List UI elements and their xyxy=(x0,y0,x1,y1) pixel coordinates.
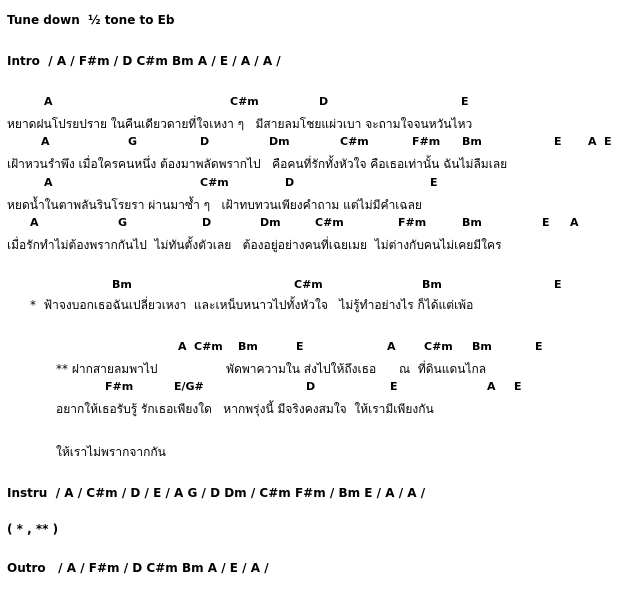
verse-chord: D xyxy=(200,135,210,148)
verse-chord: G xyxy=(118,216,128,229)
chorus2-chord: E xyxy=(535,340,543,353)
chorus2-chord: E xyxy=(296,340,304,353)
verse-chord: E xyxy=(604,135,612,148)
verse-chord: C#m xyxy=(315,216,344,229)
verse-chord: F#m xyxy=(412,135,441,148)
verse-chord: Bm xyxy=(462,216,482,229)
verse-lyric: หยาดฝนโปรยปราย ในคืนเดียวดายที่ใจเหงา ๆ มีสายลมโชยแผ่วเบา จะถามใจจนหวันไหว xyxy=(7,117,473,131)
chorus2-lyric: ** ฝากสายลมพาไป พัดพาความใน ส่งไปให้ถึงเธอ ณ ที่ดินแดนไกล xyxy=(56,362,487,376)
verse-chord: Bm xyxy=(462,135,482,148)
verse-chord: E xyxy=(554,135,562,148)
outro-line: Outro / A / F#m / D C#m Bm A / E / A / xyxy=(7,561,269,575)
verse-chord: F#m xyxy=(398,216,427,229)
verse-chord: A xyxy=(41,135,50,148)
chorus2-chord: A xyxy=(487,380,496,393)
tuning-heading: Tune down ½ tone to Eb xyxy=(7,13,175,27)
repeat-marker: ( * , ** ) xyxy=(7,522,59,536)
chorus2-chord: A xyxy=(387,340,396,353)
chorus2-chord: C#m xyxy=(424,340,453,353)
chorus1-chord: Bm xyxy=(112,278,132,291)
chorus2-chord: E/G# xyxy=(174,380,204,393)
verse-chord: Dm xyxy=(269,135,290,148)
verse-chord: Dm xyxy=(260,216,281,229)
verse-chord: E xyxy=(542,216,550,229)
verse-chord: D xyxy=(202,216,212,229)
verse-chord: C#m xyxy=(340,135,369,148)
chorus1-chord: C#m xyxy=(294,278,323,291)
verse-chord: A xyxy=(30,216,39,229)
chorus2-final-lyric: ให้เราไม่พรากจากกัน xyxy=(56,445,166,459)
chorus2-chord: Bm xyxy=(472,340,492,353)
verse-lyric: เฝ้าหวนรำพึง เมื่อใครคนหนึ่ง ต้องมาพลัดพรากไป คือคนที่รักทั้งหัวใจ คือเธอเท่านั้น ฉันไม่ลืมเลย xyxy=(7,157,508,171)
chorus2-chord: E xyxy=(390,380,398,393)
verse-chord: G xyxy=(128,135,138,148)
verse-chord: E xyxy=(461,95,469,108)
instrumental-line: Instru / A / C#m / D / E / A G / D Dm / C#m F#m / Bm E / A / A / xyxy=(7,486,426,500)
chorus2-chord: A xyxy=(178,340,187,353)
chorus1-chord: E xyxy=(554,278,562,291)
verse-chord: A xyxy=(44,176,53,189)
chorus2-chord: D xyxy=(306,380,316,393)
verse-lyric: หยดน้ำในตาพลันรินโรยรา ผ่านมาซ้ำ ๆ เฝ้าทบทวนเพียงคำถาม แต่ไม่มีคำเฉลย xyxy=(7,198,422,212)
chorus2-chord: C#m xyxy=(194,340,223,353)
intro-line: Intro / A / F#m / D C#m Bm A / E / A / A / xyxy=(7,54,281,68)
chorus2-chord: F#m xyxy=(105,380,134,393)
verse-chord: C#m xyxy=(230,95,259,108)
verse-chord: C#m xyxy=(200,176,229,189)
chorus2-chord: Bm xyxy=(238,340,258,353)
chorus2-chord: E xyxy=(514,380,522,393)
verse-chord: E xyxy=(430,176,438,189)
verse-chord: A xyxy=(570,216,579,229)
chorus1-chord: Bm xyxy=(422,278,442,291)
verse-lyric: เมื่อรักทำไม่ต้องพรากกันไป ไม่ทันตั้งตัวเลย ต้องอยู่อย่างคนที่เฉยเมย ไม่ต่างกับคนไม่เคยมีใคร xyxy=(7,238,502,252)
verse-chord: D xyxy=(319,95,329,108)
verse-chord: D xyxy=(285,176,295,189)
verse-chord: A xyxy=(588,135,597,148)
chorus1-lyric: * ฟ้าจงบอกเธอฉันเปลี่ยวเหงา และเหน็บหนาวไปทั้งหัวใจ ไม่รู้ทำอย่างไร ก็ได้แต่เพ้อ xyxy=(30,298,474,312)
verse-chord: A xyxy=(44,95,53,108)
chorus2-lyric: อยากให้เธอรับรู้ รักเธอเพียงใด หากพรุ่งนี้ มีจริงคงสมใจ ให้เรามีเพียงกัน xyxy=(56,402,434,416)
